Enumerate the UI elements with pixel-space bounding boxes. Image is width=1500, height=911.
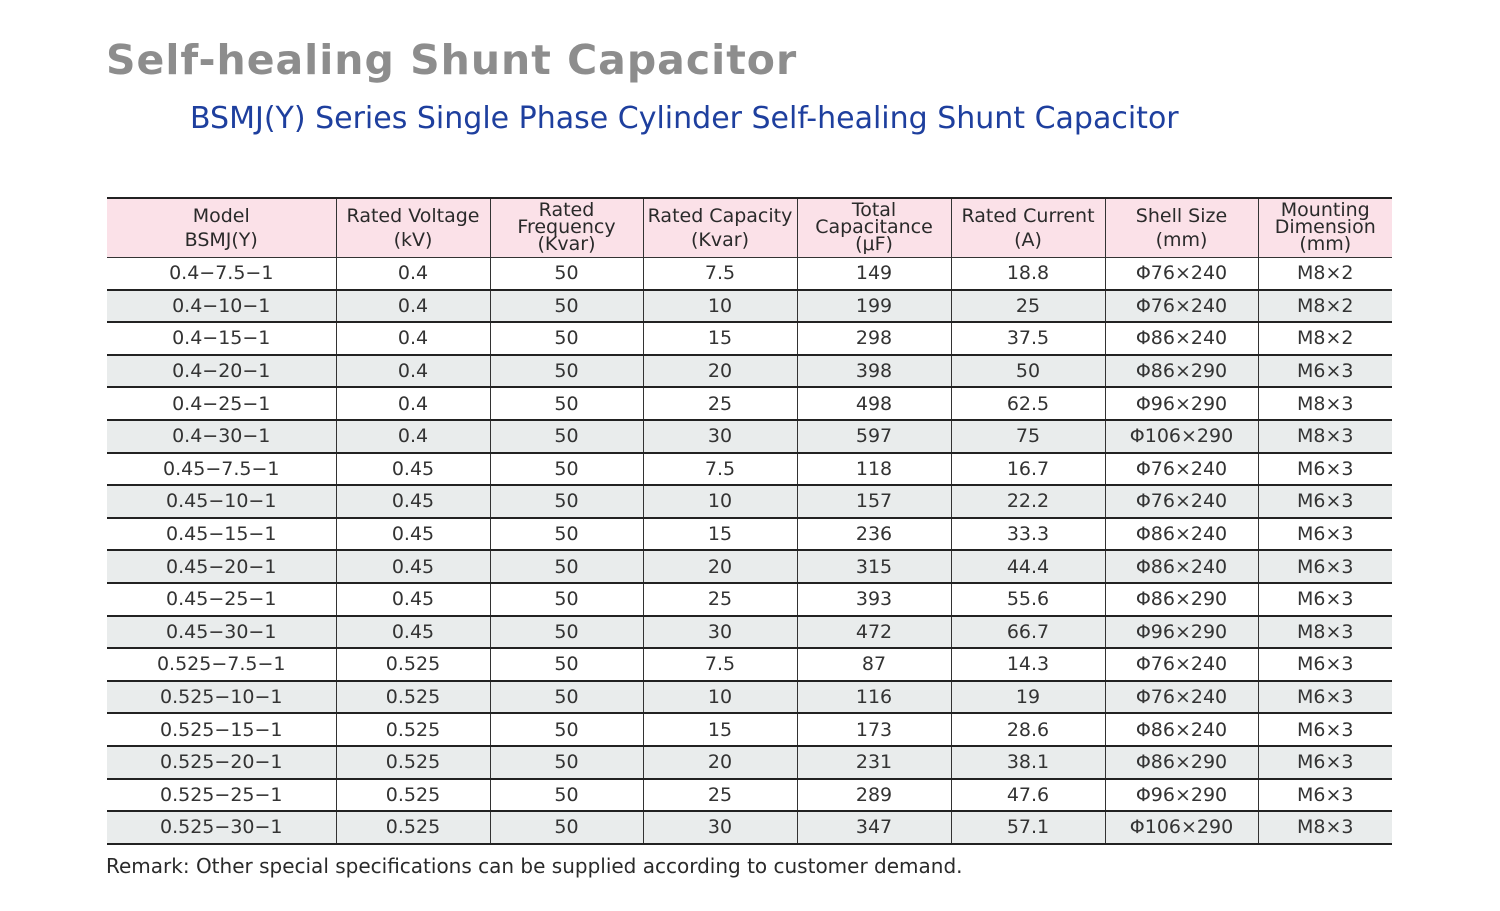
table-row (107, 550, 1392, 583)
cell-mounting-dimension: M8×2 (1258, 257, 1392, 290)
header-model-line1: Model (192, 204, 250, 227)
table-row (107, 779, 1392, 812)
cell-model: 0.45−15−1 (107, 518, 336, 551)
cell-shell-size: Φ86×240 (1105, 550, 1258, 583)
table-row (107, 746, 1392, 779)
cell-total-capacitance: 315 (797, 550, 951, 583)
cell-rated-capacity: 7.5 (643, 453, 797, 486)
cell-rated-voltage: 0.45 (336, 453, 490, 486)
cell-mounting-dimension: M6×3 (1258, 779, 1392, 812)
table-row (107, 485, 1392, 518)
cell-mounting-dimension: M6×3 (1258, 453, 1392, 486)
header-rated-capacity-line1: Rated Capacity (647, 204, 793, 227)
cell-model: 0.525−10−1 (107, 681, 336, 714)
cell-model: 0.45−25−1 (107, 583, 336, 616)
cell-mounting-dimension: M8×3 (1258, 616, 1392, 649)
table-row (107, 681, 1392, 714)
cell-rated-current: 62.5 (951, 387, 1105, 420)
cell-rated-voltage: 0.525 (336, 713, 490, 746)
cell-rated-frequency: 50 (490, 453, 643, 486)
cell-total-capacitance: 498 (797, 387, 951, 420)
cell-mounting-dimension: M8×2 (1258, 322, 1392, 355)
cell-rated-capacity: 20 (643, 746, 797, 779)
cell-model: 0.45−30−1 (107, 616, 336, 649)
cell-rated-current: 38.1 (951, 746, 1105, 779)
cell-total-capacitance: 231 (797, 746, 951, 779)
cell-shell-size: Φ106×290 (1105, 420, 1258, 453)
cell-rated-voltage: 0.4 (336, 257, 490, 290)
cell-mounting-dimension: M8×3 (1258, 420, 1392, 453)
cell-total-capacitance: 347 (797, 811, 951, 844)
cell-rated-frequency: 50 (490, 583, 643, 616)
page-subtitle: BSMJ(Y) Series Single Phase Cylinder Self-healing Shunt Capacitor (190, 101, 1179, 136)
cell-rated-capacity: 20 (643, 550, 797, 583)
cell-rated-frequency: 50 (490, 290, 643, 323)
cell-model: 0.4−15−1 (107, 322, 336, 355)
cell-mounting-dimension: M6×3 (1258, 713, 1392, 746)
cell-rated-frequency: 50 (490, 616, 643, 649)
cell-rated-current: 25 (951, 290, 1105, 323)
cell-model: 0.4−7.5−1 (107, 257, 336, 290)
cell-mounting-dimension: M6×3 (1258, 550, 1392, 583)
cell-shell-size: Φ76×240 (1105, 648, 1258, 681)
cell-rated-capacity: 30 (643, 811, 797, 844)
cell-rated-frequency: 50 (490, 355, 643, 388)
header-rated-frequency (490, 198, 643, 257)
cell-rated-voltage: 0.45 (336, 518, 490, 551)
cell-rated-current: 33.3 (951, 518, 1105, 551)
cell-total-capacitance: 173 (797, 713, 951, 746)
cell-shell-size: Φ76×240 (1105, 485, 1258, 518)
cell-shell-size: Φ76×240 (1105, 681, 1258, 714)
cell-rated-voltage: 0.525 (336, 681, 490, 714)
table-row (107, 355, 1392, 388)
header-row (107, 198, 1392, 257)
cell-shell-size: Φ76×240 (1105, 257, 1258, 290)
cell-model: 0.525−7.5−1 (107, 648, 336, 681)
header-rated-current (951, 198, 1105, 257)
header-rated-current-line1: Rated Current (961, 204, 1095, 227)
cell-rated-current: 22.2 (951, 485, 1105, 518)
cell-rated-frequency: 50 (490, 648, 643, 681)
header-total-capacitance (797, 198, 951, 257)
table-row (107, 811, 1392, 844)
cell-rated-voltage: 0.4 (336, 420, 490, 453)
cell-shell-size: Φ76×240 (1105, 453, 1258, 486)
cell-rated-current: 57.1 (951, 811, 1105, 844)
cell-rated-capacity: 30 (643, 420, 797, 453)
table-row (107, 322, 1392, 355)
cell-rated-frequency: 50 (490, 779, 643, 812)
spec-table (107, 197, 1392, 845)
cell-total-capacitance: 149 (797, 257, 951, 290)
cell-rated-capacity: 10 (643, 290, 797, 323)
cell-mounting-dimension: M6×3 (1258, 518, 1392, 551)
cell-rated-current: 19 (951, 681, 1105, 714)
cell-rated-current: 44.4 (951, 550, 1105, 583)
header-rated-voltage-line2: (kV) (393, 228, 433, 251)
cell-model: 0.4−10−1 (107, 290, 336, 323)
cell-rated-voltage: 0.525 (336, 779, 490, 812)
cell-shell-size: Φ86×240 (1105, 322, 1258, 355)
header-shell-size-line1: Shell Size (1135, 204, 1228, 227)
cell-shell-size: Φ86×240 (1105, 518, 1258, 551)
header-model (107, 198, 336, 257)
cell-rated-frequency: 50 (490, 322, 643, 355)
cell-model: 0.4−20−1 (107, 355, 336, 388)
table-row (107, 713, 1392, 746)
cell-model: 0.45−20−1 (107, 550, 336, 583)
cell-rated-current: 37.5 (951, 322, 1105, 355)
cell-rated-capacity: 15 (643, 518, 797, 551)
cell-model: 0.4−25−1 (107, 387, 336, 420)
cell-shell-size: Φ76×240 (1105, 290, 1258, 323)
cell-total-capacitance: 289 (797, 779, 951, 812)
cell-rated-frequency: 50 (490, 485, 643, 518)
header-total-capacitance-line1: Total (851, 199, 897, 222)
cell-rated-capacity: 7.5 (643, 257, 797, 290)
header-rated-capacity (643, 198, 797, 257)
cell-total-capacitance: 393 (797, 583, 951, 616)
cell-total-capacitance: 87 (797, 648, 951, 681)
table-row (107, 387, 1392, 420)
cell-total-capacitance: 597 (797, 420, 951, 453)
cell-rated-capacity: 25 (643, 779, 797, 812)
cell-rated-current: 18.8 (951, 257, 1105, 290)
cell-rated-capacity: 15 (643, 322, 797, 355)
cell-shell-size: Φ86×290 (1105, 583, 1258, 616)
cell-rated-voltage: 0.45 (336, 616, 490, 649)
cell-rated-current: 66.7 (951, 616, 1105, 649)
table-row (107, 453, 1392, 486)
table-row (107, 648, 1392, 681)
cell-rated-voltage: 0.525 (336, 746, 490, 779)
header-mounting-dimension-line1: Mounting (1280, 199, 1370, 222)
cell-rated-current: 47.6 (951, 779, 1105, 812)
cell-model: 0.525−15−1 (107, 713, 336, 746)
cell-rated-capacity: 25 (643, 583, 797, 616)
cell-rated-frequency: 50 (490, 681, 643, 714)
cell-rated-voltage: 0.45 (336, 485, 490, 518)
cell-rated-capacity: 20 (643, 355, 797, 388)
cell-rated-capacity: 7.5 (643, 648, 797, 681)
cell-shell-size: Φ86×290 (1105, 746, 1258, 779)
header-rated-frequency-line3: (Kvar) (537, 233, 596, 256)
cell-model: 0.45−10−1 (107, 485, 336, 518)
cell-model: 0.525−20−1 (107, 746, 336, 779)
cell-total-capacitance: 116 (797, 681, 951, 714)
cell-rated-current: 50 (951, 355, 1105, 388)
cell-rated-voltage: 0.4 (336, 355, 490, 388)
header-shell-size-line2: (mm) (1155, 228, 1208, 251)
header-rated-current-line2: (A) (1014, 228, 1042, 251)
cell-shell-size: Φ106×290 (1105, 811, 1258, 844)
cell-rated-frequency: 50 (490, 257, 643, 290)
header-mounting-dimension-line3: (mm) (1299, 233, 1352, 256)
cell-rated-voltage: 0.4 (336, 290, 490, 323)
cell-mounting-dimension: M6×3 (1258, 648, 1392, 681)
header-mounting-dimension (1258, 198, 1392, 257)
cell-mounting-dimension: M6×3 (1258, 355, 1392, 388)
cell-total-capacitance: 298 (797, 322, 951, 355)
cell-model: 0.4−30−1 (107, 420, 336, 453)
cell-rated-voltage: 0.45 (336, 550, 490, 583)
cell-rated-capacity: 15 (643, 713, 797, 746)
table-row (107, 616, 1392, 649)
cell-total-capacitance: 236 (797, 518, 951, 551)
cell-total-capacitance: 157 (797, 485, 951, 518)
page-title: Self-healing Shunt Capacitor (106, 36, 798, 84)
cell-rated-capacity: 10 (643, 485, 797, 518)
table-row (107, 583, 1392, 616)
cell-model: 0.525−30−1 (107, 811, 336, 844)
table-row (107, 518, 1392, 551)
cell-mounting-dimension: M6×3 (1258, 746, 1392, 779)
cell-shell-size: Φ86×240 (1105, 713, 1258, 746)
cell-rated-capacity: 30 (643, 616, 797, 649)
header-total-capacitance-line3: (μF) (855, 233, 893, 256)
header-rated-voltage (336, 198, 490, 257)
cell-mounting-dimension: M6×3 (1258, 681, 1392, 714)
cell-rated-capacity: 10 (643, 681, 797, 714)
cell-model: 0.525−25−1 (107, 779, 336, 812)
cell-rated-voltage: 0.4 (336, 387, 490, 420)
cell-shell-size: Φ96×290 (1105, 779, 1258, 812)
cell-rated-voltage: 0.4 (336, 322, 490, 355)
cell-shell-size: Φ96×290 (1105, 616, 1258, 649)
cell-shell-size: Φ96×290 (1105, 387, 1258, 420)
cell-rated-frequency: 50 (490, 746, 643, 779)
cell-rated-frequency: 50 (490, 713, 643, 746)
cell-rated-frequency: 50 (490, 518, 643, 551)
cell-rated-frequency: 50 (490, 420, 643, 453)
cell-rated-frequency: 50 (490, 811, 643, 844)
cell-rated-capacity: 25 (643, 387, 797, 420)
header-rated-capacity-line2: (Kvar) (691, 228, 749, 251)
header-total-capacitance-line2: Capacitance (815, 216, 933, 239)
cell-shell-size: Φ86×290 (1105, 355, 1258, 388)
header-rated-frequency-line2: Frequency (517, 216, 616, 239)
table-row (107, 290, 1392, 323)
header-rated-voltage-line1: Rated Voltage (346, 204, 480, 227)
cell-rated-current: 75 (951, 420, 1105, 453)
header-shell-size (1105, 198, 1258, 257)
cell-rated-frequency: 50 (490, 387, 643, 420)
cell-total-capacitance: 472 (797, 616, 951, 649)
cell-mounting-dimension: M8×3 (1258, 387, 1392, 420)
cell-mounting-dimension: M6×3 (1258, 583, 1392, 616)
cell-rated-voltage: 0.525 (336, 648, 490, 681)
header-rated-frequency-line1: Rated (538, 199, 595, 222)
cell-rated-current: 28.6 (951, 713, 1105, 746)
cell-total-capacitance: 118 (797, 453, 951, 486)
cell-rated-current: 16.7 (951, 453, 1105, 486)
cell-mounting-dimension: M6×3 (1258, 485, 1392, 518)
cell-rated-voltage: 0.45 (336, 583, 490, 616)
remark-note: Remark: Other special specifications can be supplied according to customer demand. (106, 854, 963, 878)
cell-rated-current: 55.6 (951, 583, 1105, 616)
cell-rated-current: 14.3 (951, 648, 1105, 681)
spec-table-body (107, 257, 1392, 844)
cell-rated-voltage: 0.525 (336, 811, 490, 844)
cell-mounting-dimension: M8×2 (1258, 290, 1392, 323)
cell-mounting-dimension: M8×3 (1258, 811, 1392, 844)
cell-rated-frequency: 50 (490, 550, 643, 583)
cell-model: 0.45−7.5−1 (107, 453, 336, 486)
header-mounting-dimension-line2: Dimension (1274, 216, 1376, 239)
cell-total-capacitance: 199 (797, 290, 951, 323)
cell-total-capacitance: 398 (797, 355, 951, 388)
table-row (107, 257, 1392, 290)
header-model-line2: BSMJ(Y) (184, 228, 258, 251)
table-row (107, 420, 1392, 453)
